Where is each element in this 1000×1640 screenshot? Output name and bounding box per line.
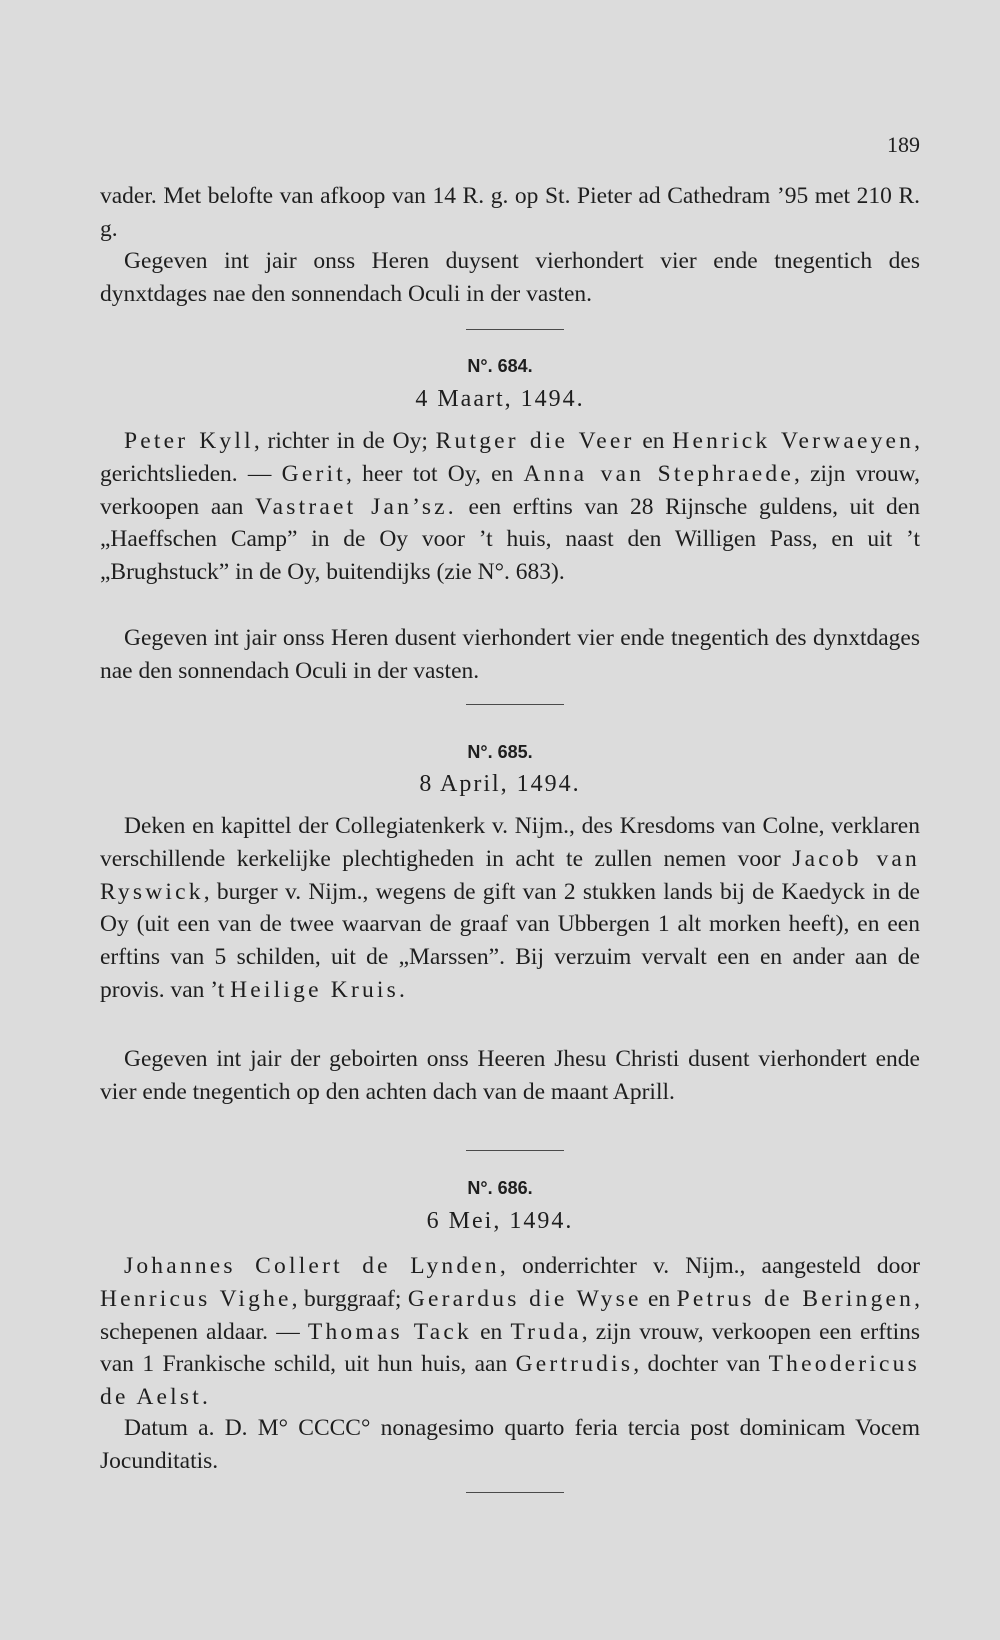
spaced-name: Heilige Kruis [230, 976, 399, 1003]
paragraph-date-formula [100, 622, 920, 688]
spaced-name: Gerit [281, 460, 346, 487]
spaced-name: Vastraet Jan’sz. [255, 493, 457, 520]
paragraph-date-formula [100, 1043, 920, 1109]
page-number: 189 [887, 132, 920, 157]
spaced-name: Theodericus de Aelst [100, 1351, 920, 1411]
spaced-name: Jacob van Ryswick [100, 845, 920, 905]
text: en [471, 1318, 511, 1345]
text: , richter in de Oy; [253, 428, 436, 454]
text: een erftins van 28 Rijnsche guldens, uit den „Haeffschen Camp” in de Oy voor ’t huis, naast den Willigen Pass, en uit ’t „Brughstuck” in de Oy, buitendijks (zie N°. 683). [100, 493, 920, 586]
spaced-name: Henricus Vighe [100, 1285, 292, 1312]
paragraph-entry-684 [100, 425, 920, 589]
paragraph-entry-685 [100, 810, 920, 1007]
paragraph-entry-686 [100, 1250, 920, 1414]
entry-number: N°. 685. [467, 742, 533, 762]
text: , burggraaf; [291, 1285, 408, 1312]
section-divider [466, 1492, 564, 1493]
text: , gerichtslieden. — [100, 428, 920, 487]
entry-number: N°. 686. [467, 1178, 533, 1198]
spaced-name: Gerardus die Wyse [407, 1285, 642, 1312]
text: Deken en kapittel der Collegiatenkerk v. Nijm., des Kresdoms van Colne, verklaren verschillende kerkelijke plechtigheden in acht te zullen nemen voor [100, 813, 920, 872]
spaced-name: Petrus de Beringen [676, 1285, 915, 1312]
text: , schepenen aldaar. — [100, 1285, 920, 1345]
section-divider [466, 704, 564, 705]
paragraph-date-formula [100, 1412, 920, 1478]
text: . [399, 976, 405, 1003]
spaced-name: Thomas Tack [307, 1318, 472, 1345]
text: . [201, 1384, 208, 1411]
section-divider [466, 1150, 564, 1151]
spaced-name: Johannes Collert de Lynden [124, 1253, 500, 1279]
spaced-name: Peter Kyll [124, 428, 254, 454]
text: , zijn vrouw, verkoopen aan [100, 460, 920, 520]
text: Datum a. D. M° CCCC° nonagesimo quarto feria tercia post dominicam Vocem Jocunditatis. [100, 1415, 920, 1474]
spaced-name: Henrick Verwaeyen [672, 428, 915, 454]
spaced-name: Anna van Stephraede [523, 460, 795, 487]
text: , dochter van [633, 1351, 769, 1378]
text: vader. Met belofte van afkoop van 14 R. g. op St. Pieter ad Cathedram ’95 met 210 R. g. [100, 183, 920, 242]
entry-date: 8 April, 1494. [419, 771, 581, 797]
entry-date: 6 Mei, 1494. [426, 1208, 574, 1234]
text: , burger v. Nijm., wegens de gift van 2 stukken lands bij de Kaedyck in de Oy (uit een van de twee waarvan de graaf van Ubbergen 1 alt morken heeft), en een erftins van 5 schilden, uit de „Marssen”. Bij verzuim vervalt een en ander aan de provis. van ’t [100, 878, 920, 1003]
spaced-name: Rutger die Veer [435, 428, 635, 454]
text: Gegeven int jair onss Heren duysent vierhondert vier ende tnegentich des dynxtdages nae den sonnendach Oculi in der vasten. [100, 248, 920, 307]
spaced-name: Gertrudis [515, 1351, 634, 1378]
entry-number: N°. 684. [467, 356, 533, 376]
entry-date: 4 Maart, 1494. [415, 386, 585, 412]
text: , onderrichter v. Nijm., aangesteld door [499, 1253, 920, 1279]
spaced-name: Truda [510, 1318, 582, 1345]
text: , heer tot Oy, en [345, 460, 524, 487]
text: , zijn vrouw, verkoopen een erftins van 1 Frankische schild, uit hun huis, aan [100, 1318, 921, 1378]
paragraph-continuation [100, 180, 920, 246]
text: Gegeven int jair der geboirten onss Heeren Jhesu Christi dusent vierhondert ende vier ende tnegentich op den achten dach van de maant Aprill. [100, 1046, 920, 1105]
text: Gegeven int jair onss Heren dusent vierhondert vier ende tnegentich des dynxtdages nae den sonnendach Oculi in der vasten. [100, 625, 920, 684]
paragraph-date-formula [100, 245, 920, 311]
text: en [634, 428, 673, 454]
text: en [641, 1285, 677, 1312]
section-divider [466, 329, 564, 330]
